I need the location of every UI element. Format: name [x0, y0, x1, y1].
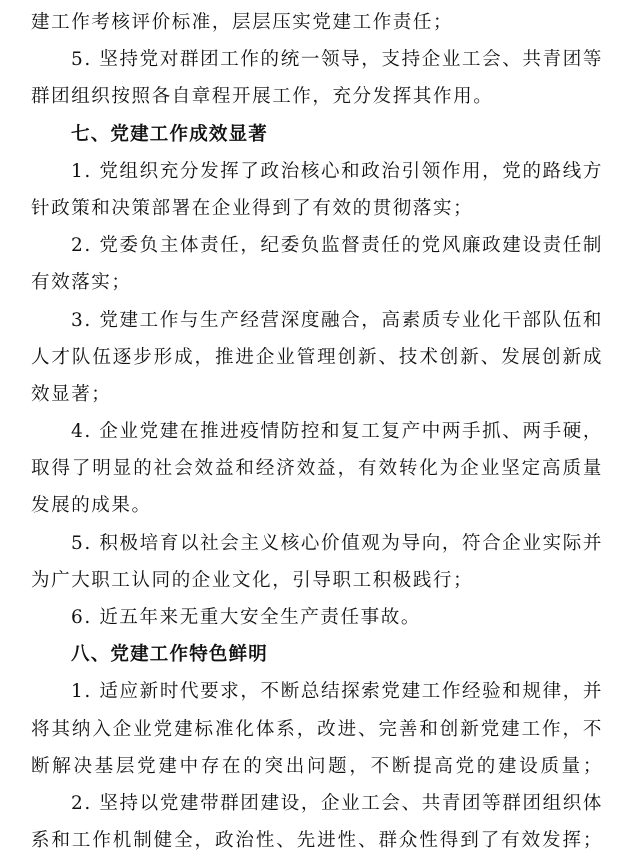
text-line: 建工作考核评价标准，层层压实党建工作责任； — [31, 12, 454, 33]
text-line: 2. 党委负主体责任，纪委负监督责任的党风廉政建设责任制 — [71, 235, 603, 257]
text-line: 6. 近五年来无重大安全生产责任事故。 — [71, 607, 421, 628]
text-line: 发展的成果。 — [31, 495, 152, 517]
section-heading: 八、党建工作特色鲜明 — [71, 644, 269, 666]
text-line: 3. 党建工作与生产经营深度融合，高素质专业化干部队伍和 — [71, 309, 603, 331]
text-line: 5. 积极培育以社会主义核心价值观为导向，符合企业实际并 — [71, 532, 603, 554]
text-line: 1. 党组织充分发挥了政治核心和政治引领作用，党的路线方 — [71, 160, 603, 182]
text-line: 4. 企业党建在推进疫情防控和复工复产中两手抓、两手硬， — [71, 421, 603, 443]
text-line: 为广大职工认同的企业文化，引导职工积极践行； — [31, 569, 474, 591]
section-heading: 七、党建工作成效显著 — [71, 123, 269, 145]
text-line: 有效落实； — [31, 272, 132, 294]
text-line: 群团组织按照各自章程开展工作，充分发挥其作用。 — [31, 86, 494, 108]
text-line: 系和工作机制健全，政治性、先进性、群众性得到了有效发挥； — [31, 830, 603, 852]
text-line: 人才队伍逐步形成，推进企业管理创新、技术创新、发展创新成 — [31, 346, 603, 368]
document-page — [31, 4, 603, 859]
text-line: 效显著； — [31, 383, 112, 405]
text-line: 断解决基层党建中存在的突出问题，不断提高党的建设质量； — [31, 755, 603, 777]
text-line: 针政策和决策部署在企业得到了有效的贯彻落实； — [31, 197, 474, 219]
text-line: 5. 坚持党对群团工作的统一领导，支持企业工会、共青团等 — [71, 49, 603, 71]
text-line: 2. 坚持以党建带群团建设，企业工会、共青团等群团组织体 — [71, 792, 603, 814]
text-line: 1. 适应新时代要求，不断总结探索党建工作经验和规律，并 — [71, 681, 603, 703]
text-line: 取得了明显的社会效益和经济效益，有效转化为企业坚定高质量 — [31, 458, 603, 480]
text-line: 将其纳入企业党建标准化体系，改进、完善和创新党建工作，不 — [31, 718, 603, 740]
